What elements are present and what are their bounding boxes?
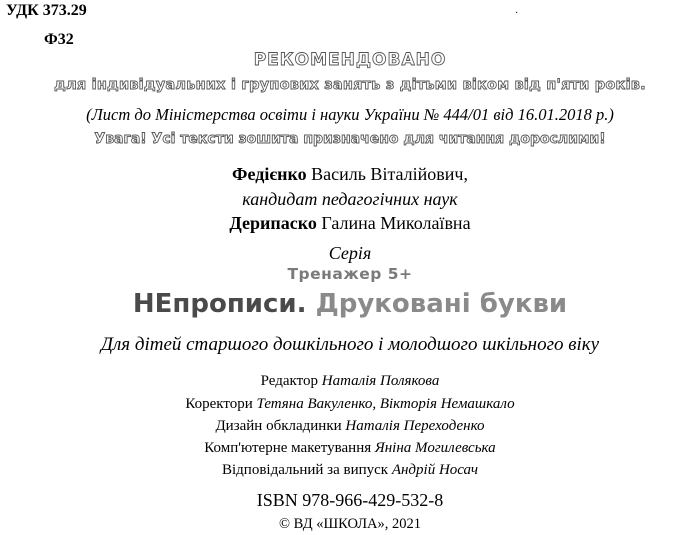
credit-cover-design	[0, 418, 700, 435]
credit-role: Відповідальний за випуск	[222, 462, 392, 478]
book-title-part1: НЕпрописи.	[132, 289, 307, 319]
author-1-title: кандидат педагогічних наук	[242, 189, 458, 209]
copyright: © ВД «ШКОЛА», 2021	[278, 516, 422, 532]
credit-responsible	[0, 462, 700, 479]
series-name: Тренажер 5+	[287, 265, 413, 283]
ministry-letter: (Лист до Міністерства освіти і науки України № 444/01 від 16.01.2018 р.)	[86, 105, 614, 124]
credit-role: Редактор	[260, 373, 322, 389]
credit-proofreaders	[0, 396, 700, 413]
book-subtitle: Для дітей старшого дошкільного і молодшого шкільного віку	[100, 334, 600, 355]
series-label: Серія	[328, 243, 372, 263]
credit-person: Наталія Полякова	[321, 373, 440, 389]
udk-code: УДК 373.29	[6, 2, 87, 19]
credit-person: Андрій Носач	[391, 462, 478, 478]
credit-person: Тетяна Вакуленко, Вікторія Немашкало	[256, 396, 515, 412]
reading-warning: Увага! Усі тексти зошита призначено для читання дорослими!	[94, 131, 606, 147]
author-2-name: Галина Миколаївна	[316, 213, 471, 233]
credit-person: Наталія Переходенко	[345, 418, 485, 434]
credit-role: Дизайн обкладинки	[215, 418, 346, 434]
credit-role: Комп'ютерне макетування	[204, 440, 375, 456]
stray-dot: ·	[515, 8, 519, 19]
recommendation-line: для індивідуальних і групових занять з дітьми віком від п'яти років.	[54, 77, 646, 93]
author-1-name: Василь Віталійович,	[306, 164, 468, 184]
author-2-surname: Дерипаско	[229, 213, 317, 233]
author-2	[0, 213, 700, 234]
book-title	[0, 289, 700, 319]
credit-role: Коректори	[185, 396, 257, 412]
book-title-part2: Друковані букви	[306, 289, 568, 319]
author-1	[0, 164, 700, 185]
credit-person: Яніна Могилевська	[374, 440, 496, 456]
recommendation-title: РЕКОМЕНДОВАНО	[253, 50, 447, 70]
credit-editor	[0, 373, 700, 390]
classification-code: Ф32	[44, 31, 74, 48]
author-1-surname: Федієнко	[232, 164, 307, 184]
isbn: ISBN 978-966-429-532-8	[256, 490, 444, 510]
credit-layout	[0, 440, 700, 457]
